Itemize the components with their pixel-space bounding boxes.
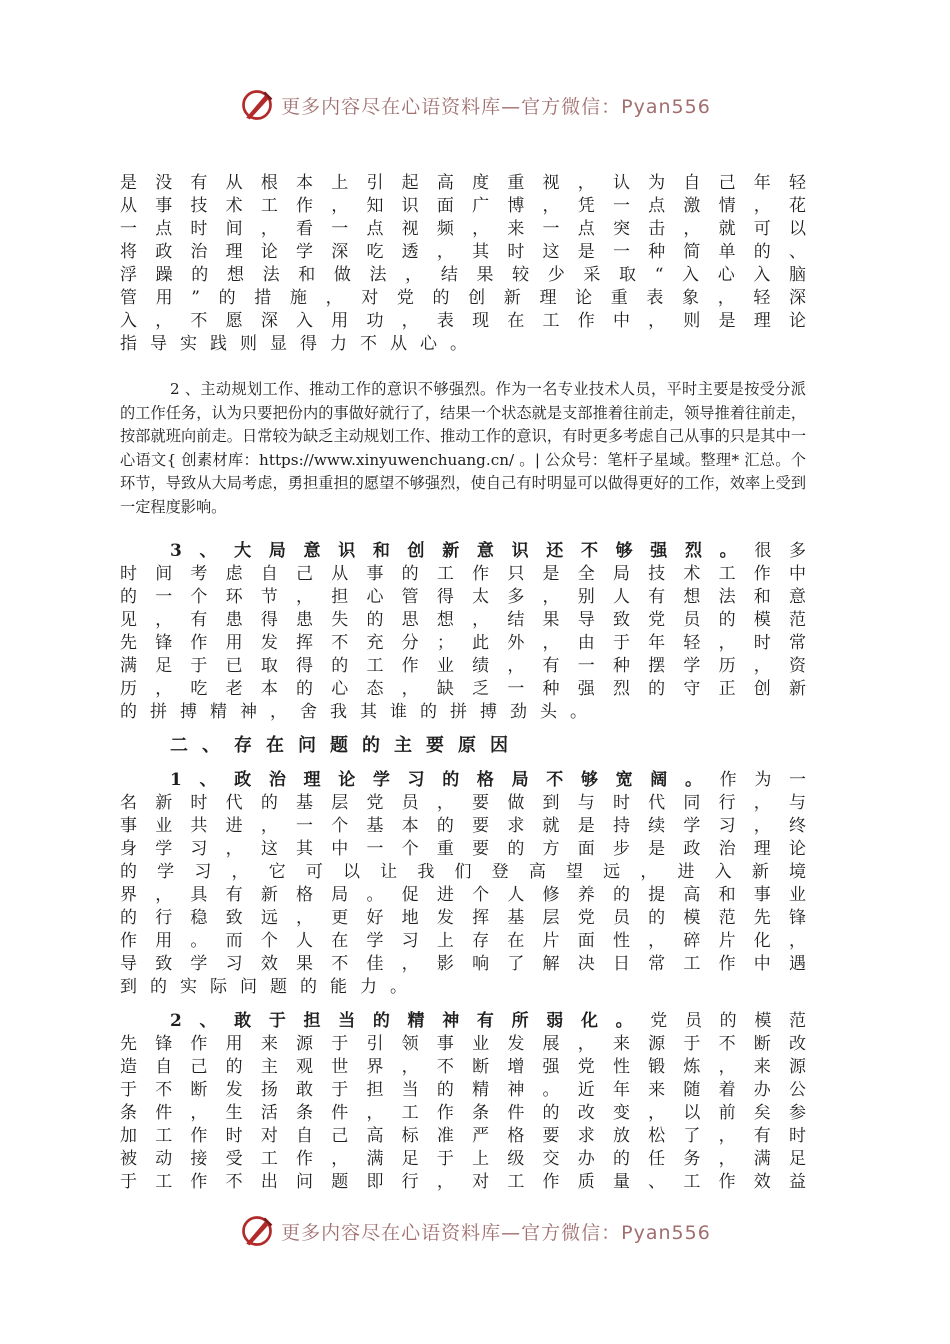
pen-logo-icon [239,1213,275,1249]
text-line: 先锋作用发挥不充分；此外，由于年轻，时常 [120,633,806,653]
text-line: 见，有患得患失的思想，结果导致党员的模范 [120,610,806,630]
paragraph-3-first-line [120,540,806,563]
text-line: 一点时间，看一点视频，来一点突击，就可以 [120,219,806,239]
text-line: 被动接受工作，满足于上级交办的任务，满足 [120,1149,806,1169]
intro-paragraph [120,172,806,356]
text-line: 名新时代的基层党员，要做到与时代同行，与 [120,793,806,813]
text-line: 时间考虑自己从事的工作只是全局技术工作中 [120,564,806,584]
text-line: 条件，生活条件，工作条件的改变，以前矣参 [120,1103,806,1123]
text-line: 历，吃老本的心态，缺乏一种强烈的守正创新 [120,679,806,699]
text-line: 浮躁的想法和做法，结果较少采取“入心入脑 [120,265,806,285]
cause-2-lead: 2、敢于担当的精神有所弱化。 [170,1011,651,1031]
text-line: 的行稳致远，更好地发挥基层党员的模范先锋 [120,908,806,928]
cause-2-first-line [120,1010,806,1033]
text-line: 造自己的主观世界，不断增强党性锻炼，来源 [120,1057,806,1077]
cause-1-first-line [120,769,806,792]
text-line: 将政治理论学深吃透，其时这是一种简单的、 [120,242,806,262]
paragraph-3-lead-tail: 很多 [754,541,806,561]
text-line: 到的实际问题的能力。 [120,977,420,997]
text-line: 入，不愿深入用功，表现在工作中，则是理论 [120,311,806,331]
text-line: 管用”的措施，对党的创新理论重表象，轻深 [120,288,806,308]
cause-2-lead-tail: 党员的模范 [650,1011,806,1031]
text-line: 的一个环节，担心管得太多，别人有想法和意 [120,587,806,607]
text-line: 身学习，这其中一个重要的方面步是政治理论 [120,839,806,859]
cause-2-paragraph [120,1010,806,1194]
text-line: 界，具有新格局。促进个人修养的提高和事业 [120,885,806,905]
text-line: 于工作不出问题即行，对工作质量、工作效益 [120,1172,806,1192]
text-line: 是没有从根本上引起高度重视，认为自己年轻 [120,173,806,193]
text-line: 于不断发扬敢于担当的精神。近年来随着办公 [120,1080,806,1100]
cause-1-paragraph [120,769,806,999]
paragraph-3-lead: 3、大局意识和创新意识还不够强烈。 [170,541,755,561]
text-line: 先锋作用来源于引领事业发展，来源于不断改 [120,1034,806,1054]
text-line: 的学习，它可以让我们登高望远，进入新境 [120,862,806,882]
header-watermark-banner [0,85,950,125]
pen-logo-icon [239,87,275,123]
footer-watermark-banner [0,1211,950,1251]
header-banner-text: 更多内容尽在心语资料库—官方微信：Pyan556 [281,95,711,118]
cause-1-lead: 1、政治理论学习的格局不够宽阔。 [170,770,720,790]
text-line: 指导实践则显得力不从心。 [120,334,480,354]
text-line: 满足于已取得的工作业绩，有一种摆学历，资 [120,656,806,676]
text-line: 的拼搏精神，舍我其谁的拼搏劲头。 [120,702,600,722]
cause-1-lead-tail: 作为一 [719,770,806,790]
paragraph-2: 2 、主动规划工作、推动工作的意识不够强烈。作为一名专业技术人员，平时主要是按受分派的工作任务，认为只要把份内的事做好就行了，结果一个状态就是支部推着往前走，领导推着往前走，按部就班向前走。日常较为缺乏主动规划工作、推动工作的意识，有时更多考虑自己从事的只是其中一心语文{ 创素材库：https://www.xinyuwenchuang.cn/ 。| 公众号：笔杆子星域。整理* 汇总。个环节，导致从大局考虑，勇担重担的愿望不够强烈，使自己有时明显可以做得更好的工作，效率上受到一定程度影响。 [120,380,806,516]
paragraph-3 [120,540,806,724]
section-heading-2: 二、存在问题的主要原因 [170,735,522,756]
text-line: 从事技术工作，知识面广博，凭一点激情，花 [120,196,806,216]
text-line: 事业共进，一个基本的要求就是持续学习，终 [120,816,806,836]
footer-banner-text: 更多内容尽在心语资料库—官方微信：Pyan556 [281,1221,711,1244]
text-line: 导致学习效果不佳，影响了解决日常工作中遇 [120,954,806,974]
text-line: 加工作时对自己高标准严格要求放松了，有时 [120,1126,806,1146]
text-line: 作用。而个人在学习上存在片面性，碎片化， [120,931,806,951]
document-body [120,172,806,1194]
